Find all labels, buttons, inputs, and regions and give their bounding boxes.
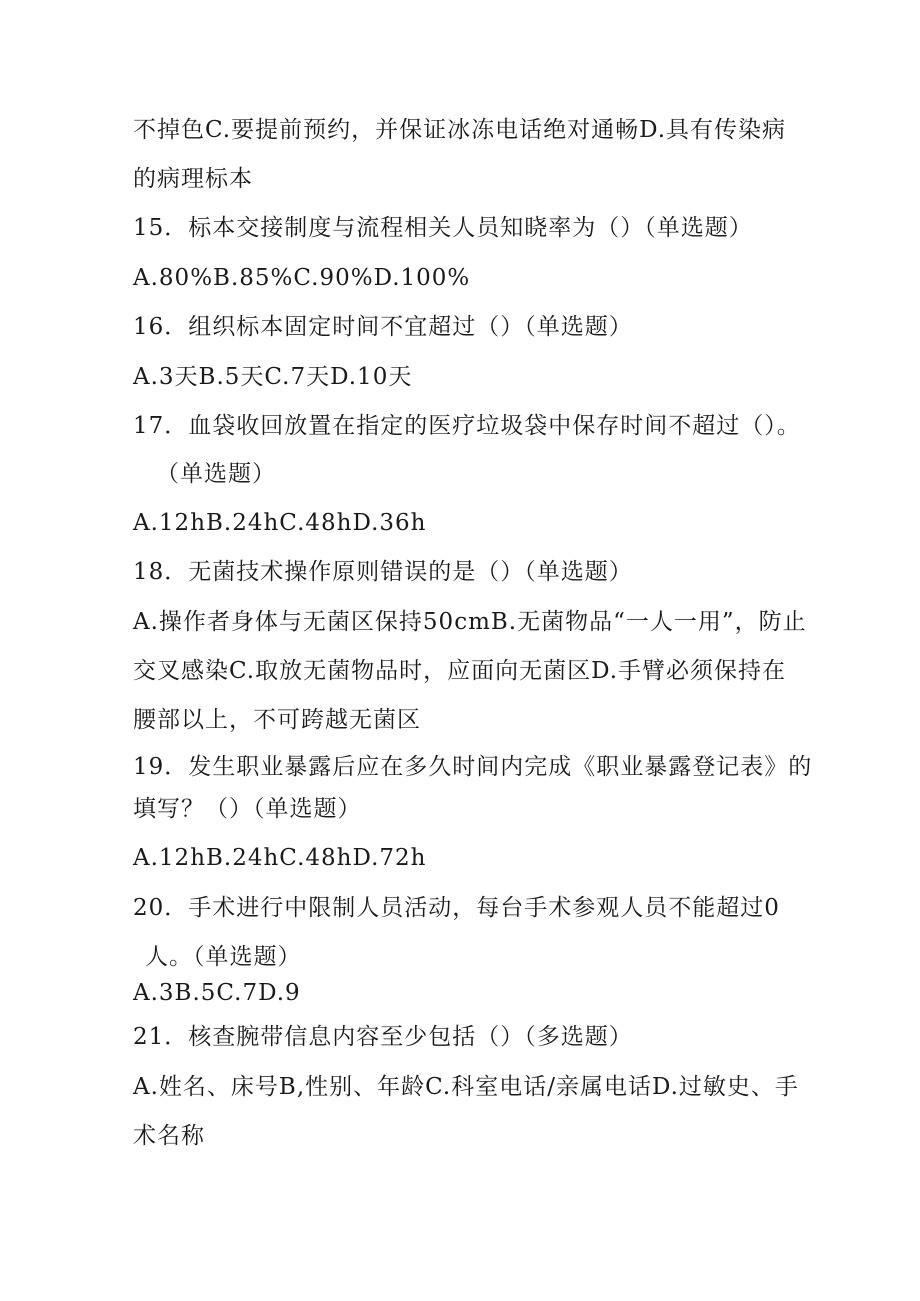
question-21: 21．核查腕带信息内容至少包括（）（多选题） [133,1024,633,1050]
question-16-options: A.3天B.5天C.7天D.10天 [133,364,413,390]
question-20-cont: 人。（单选题） [145,944,302,970]
question-18-options-2: 交叉感染C.取放无菌物品时，应面向无菌区D.手臂必须保持在 [133,658,787,684]
text-line-1: 不掉色C.要提前预约，并保证冰冻电话绝对通畅D.具有传染病 [133,117,787,143]
question-19-options: A.12hB.24hC.48hD.72h [133,845,427,871]
question-19-cont: 填写？（）（单选题） [133,796,362,822]
question-17: 17．血袋收回放置在指定的医疗垃圾袋中保存时间不超过（）。 [133,413,801,439]
question-17-type: （单选题） [156,461,276,487]
question-21-options-1: A.姓名、床号B,性别、年龄C.科室电话/亲属电话D.过敏史、手 [133,1074,799,1100]
text-line-2: 的病理标本 [133,166,253,192]
question-16: 16．组织标本固定时间不宜超过（）（单选题） [133,314,633,340]
question-15: 15．标本交接制度与流程相关人员知晓率为（）（单选题） [133,215,753,241]
question-19: 19．发生职业暴露后应在多久时间内完成《职业暴露登记表》的 [133,754,813,780]
question-20: 20．手术进行中限制人员活动，每台手术参观人员不能超过0 [133,895,780,921]
question-20-options: A.3B.5C.7D.9 [133,980,301,1006]
question-18-options-1: A.操作者身体与无菌区保持50cmB.无菌物品“一人一用”，防止 [133,609,807,635]
question-15-options: A.80%B.85%C.90%D.100% [133,265,471,291]
question-18: 18．无菌技术操作原则错误的是（）（单选题） [133,559,633,585]
question-21-options-2: 术名称 [133,1123,205,1149]
question-18-options-3: 腰部以上，不可跨越无菌区 [133,707,421,733]
question-17-options: A.12hB.24hC.48hD.36h [133,510,427,536]
